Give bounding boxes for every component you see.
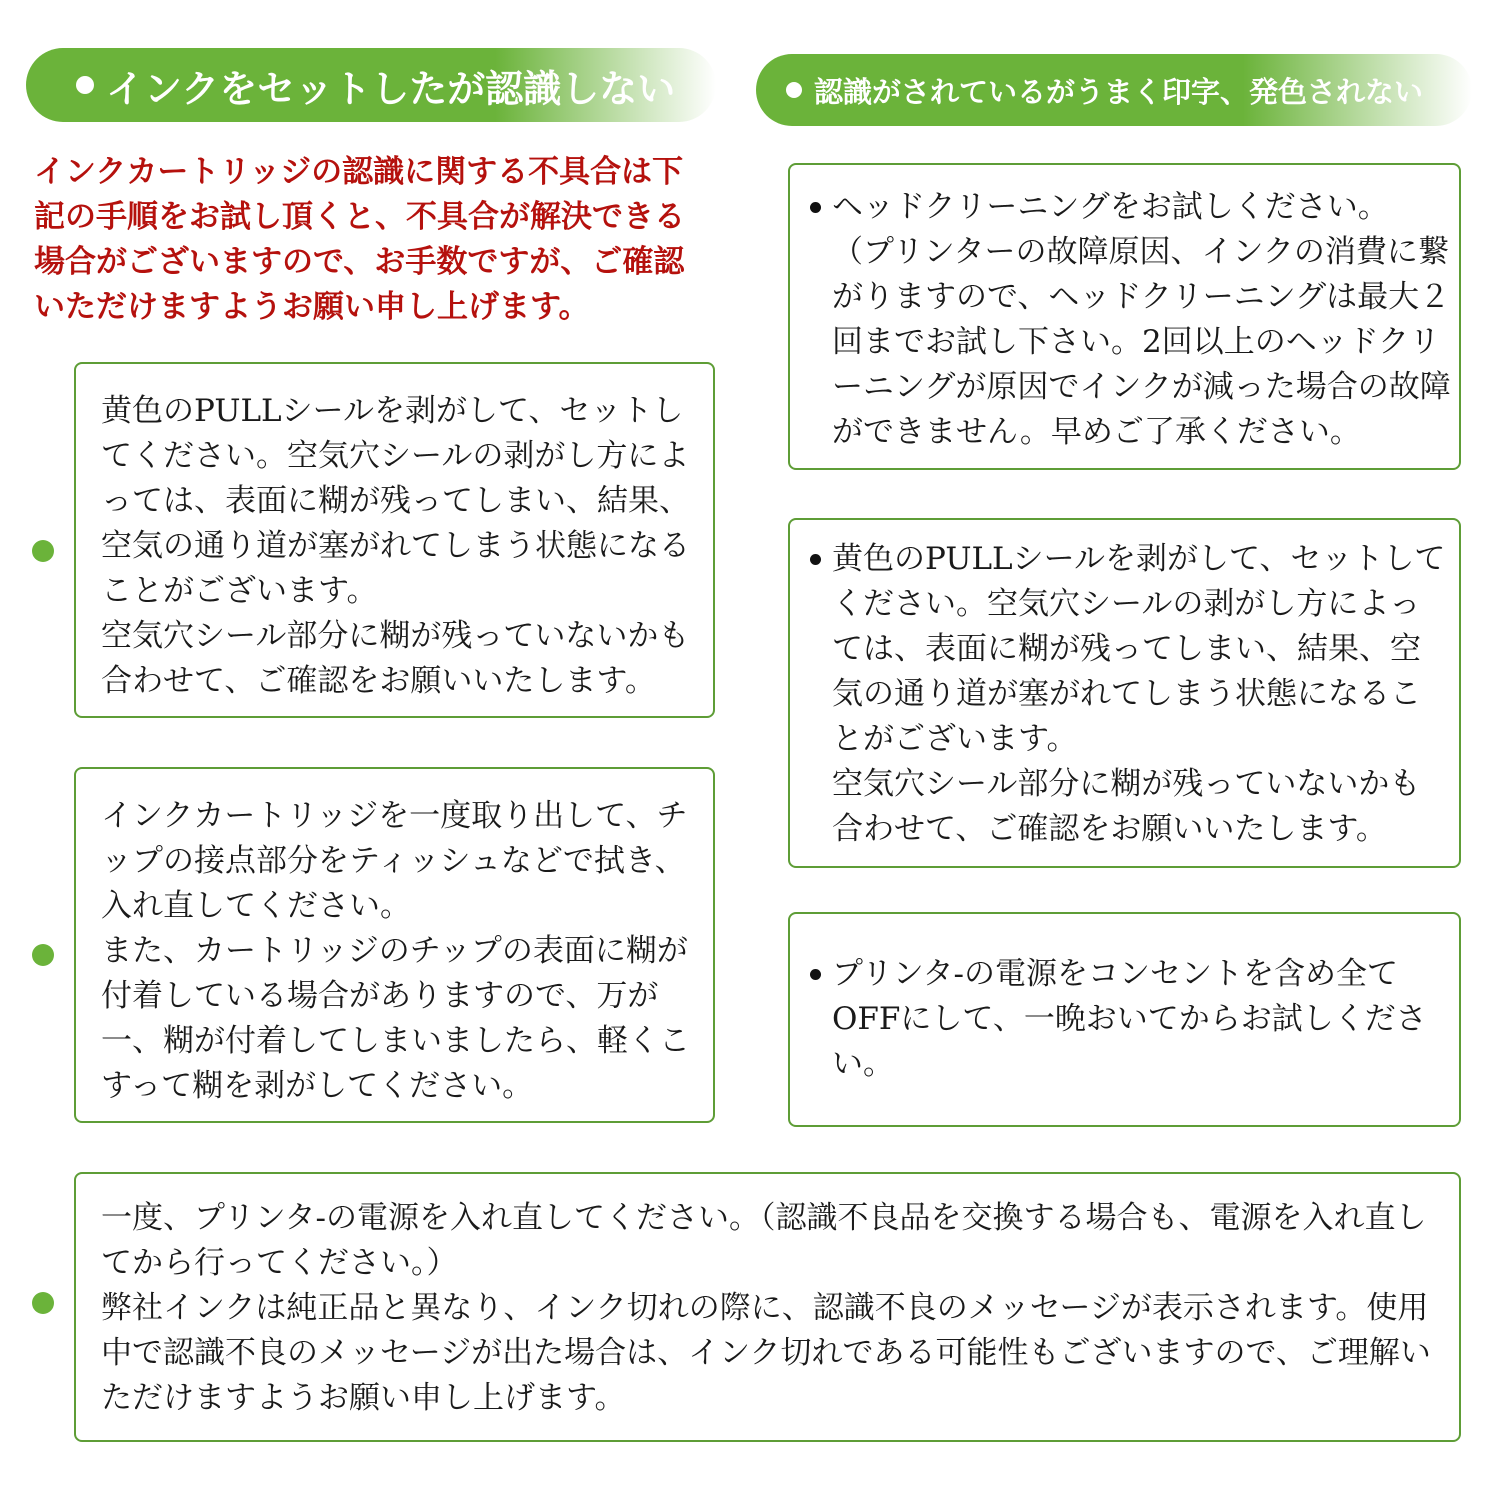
green-bullet-icon bbox=[32, 1292, 54, 1314]
tip-box-head-cleaning bbox=[788, 163, 1461, 470]
tip-text: インクカートリッジを一度取り出して、チップの接点部分をティッシュなどで拭き、入れ直してください。 また、カートリッジのチップの表面に糊が付着している場合がありますので、万が一、糊が付着してしまいましたら、軽くこすって糊を剥がしてください。 bbox=[101, 798, 690, 1104]
tip-text: ヘッドクリーニングをお試しください。 （プリンターの故障原因、インクの消費に繋がりますので、ヘッドクリーニングは最大２回までお試し下さい。2回以上のヘッドクリーニングが原因でインクが減った場合の故障ができません。早めご了承ください。 bbox=[832, 189, 1451, 450]
tip-box-restart-printer bbox=[74, 1172, 1461, 1442]
black-bullet-icon bbox=[810, 969, 821, 980]
tip-box-power-off bbox=[788, 912, 1461, 1127]
left-section-header bbox=[26, 48, 716, 122]
green-bullet-icon bbox=[32, 944, 54, 966]
bullet-dot-icon bbox=[76, 76, 94, 94]
right-section-header bbox=[756, 54, 1472, 126]
tip-box-chip-clean bbox=[74, 767, 715, 1123]
tip-text: 黄色のPULLシールを剥がして、セットしてください。空気穴シールの剥がし方によっては、表面に糊が残ってしまい、結果、空気の通り道が塞がれてしまう状態になることがございます。 空気穴シール部分に糊が残っていないかも合わせて、ご確認をお願いいたします。 bbox=[832, 541, 1446, 847]
left-section-title: インクをセットしたが認識しない bbox=[106, 65, 676, 111]
tip-text: 一度、プリンタ-の電源を入れ直してください。（認識不良品を交換する場合も、電源を入れ直してから行ってください。） 弊社インクは純正品と異なり、インク切れの際に、認識不良のメッセージが表示されます。使用中で認識不良のメッセージが出た場合は、インク切れである可能性もございますので、ご理解いただけますようお願い申し上げます。 bbox=[101, 1200, 1431, 1416]
black-bullet-icon bbox=[810, 554, 821, 565]
black-bullet-icon bbox=[810, 202, 821, 213]
tip-box-pull-seal bbox=[74, 362, 715, 718]
tip-box-pull-seal-right bbox=[788, 518, 1461, 868]
green-bullet-icon bbox=[32, 540, 54, 562]
bullet-dot-icon bbox=[786, 82, 802, 98]
right-section-title: 認識がされているがうまく印字、発色されない bbox=[814, 74, 1424, 109]
intro-notice: インクカートリッジの認識に関する不具合は下記の手順をお試し頂くと、不具合が解決できる場合がございますので、お手数ですが、ご確認いただけますようお願い申し上げます。 bbox=[34, 154, 685, 325]
tip-text: プリンタ-の電源をコンセントを含め全てOFFにして、一晩おいてからお試しください。 bbox=[832, 956, 1427, 1082]
tip-text: 黄色のPULLシールを剥がして、セットしてください。空気穴シールの剥がし方によっては、表面に糊が残ってしまい、結果、空気の通り道が塞がれてしまう状態になることがございます。 空気穴シール部分に糊が残っていないかも合わせて、ご確認をお願いいたします。 bbox=[101, 393, 690, 699]
